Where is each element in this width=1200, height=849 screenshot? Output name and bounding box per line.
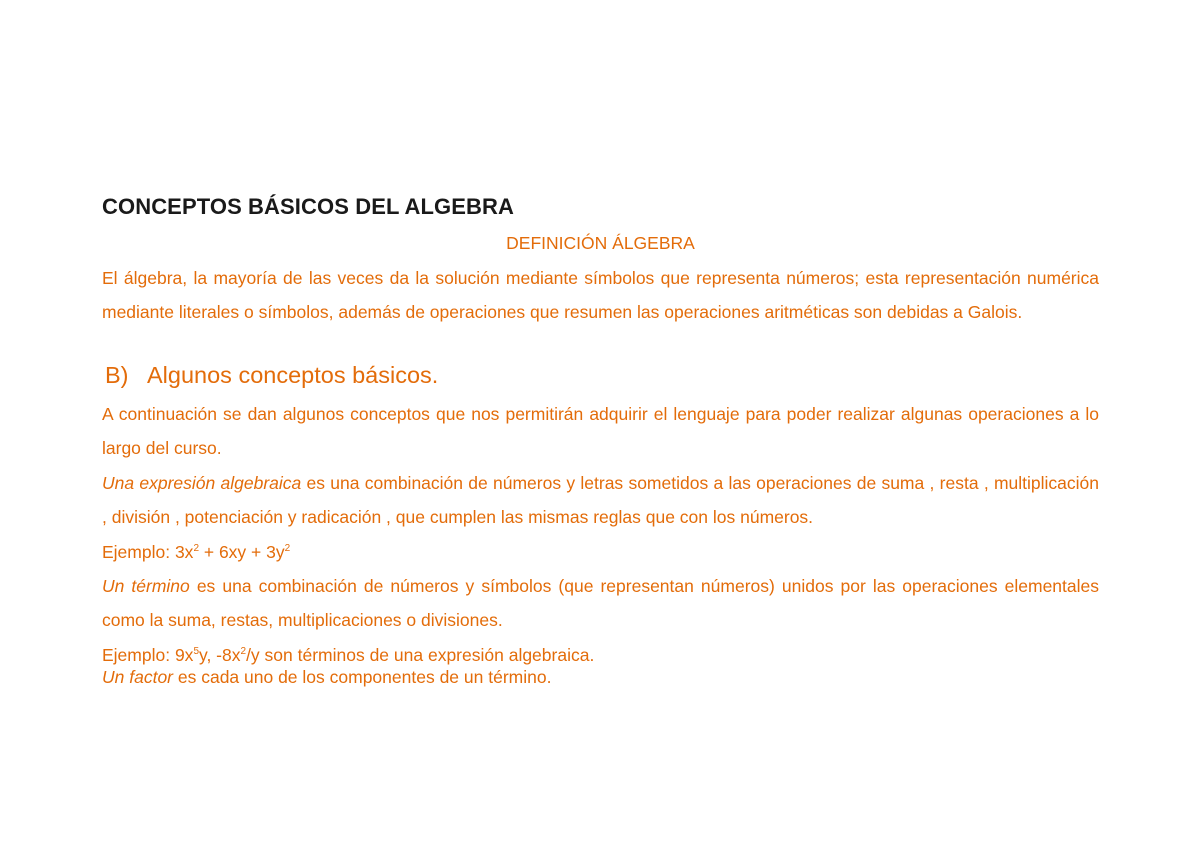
expresion-term: Una expresión algebraica [102,473,302,493]
example-label: Ejemplo: [102,645,175,665]
factor-definition: es cada uno de los componentes de un término. [173,667,552,687]
factor-term: Un factor [102,667,173,687]
exponent: 2 [284,543,291,554]
exponent: 5 [193,646,199,657]
example-label: Ejemplo: [102,542,175,562]
example-part: 3x [174,542,194,562]
termino-term: Un término [102,576,190,596]
section-marker: B) [105,362,129,388]
example-terminos [102,644,594,666]
exponent: 2 [240,646,247,657]
example-part: 9x [174,645,194,665]
expresion-paragraph [102,466,1099,534]
section-b-heading [105,362,438,389]
exponent: 2 [193,543,199,554]
document-title: CONCEPTOS BÁSICOS DEL ALGEBRA [102,194,514,219]
termino-definition: es una combinación de números y símbolos (que representan números) unidos por las operaciones elementales como la suma, restas, multiplicaciones o divisiones. [102,576,1099,630]
example-part: y, -8x [199,645,241,665]
intro-paragraph: El álgebra, la mayoría de las veces da la solución mediante símbolos que representa números; esta representación numérica mediante literales o símbolos, además de operaciones que resumen las operaciones aritméticas son debidas a Galois. [102,268,1099,322]
termino-paragraph [102,569,1099,637]
example-part: + 6xy + 3y [199,542,285,562]
section-heading-text: Algunos conceptos básicos. [147,362,439,388]
example-part: /y son términos de una expresión algebraica. [246,645,595,665]
example-expresion [102,535,290,569]
factor-paragraph [102,666,551,688]
section-b-paragraph: A continuación se dan algunos conceptos que nos permitirán adquirir el lenguaje para poder realizar algunas operaciones a lo largo del curso. [102,404,1099,458]
expresion-definition: es una combinación de números y letras sometidos a las operaciones de suma , resta , multiplicación , división , potenciación y radicación , que cumplen las mismas reglas que con los números. [102,473,1099,527]
definition-subtitle: DEFINICIÓN ÁLGEBRA [506,233,695,253]
